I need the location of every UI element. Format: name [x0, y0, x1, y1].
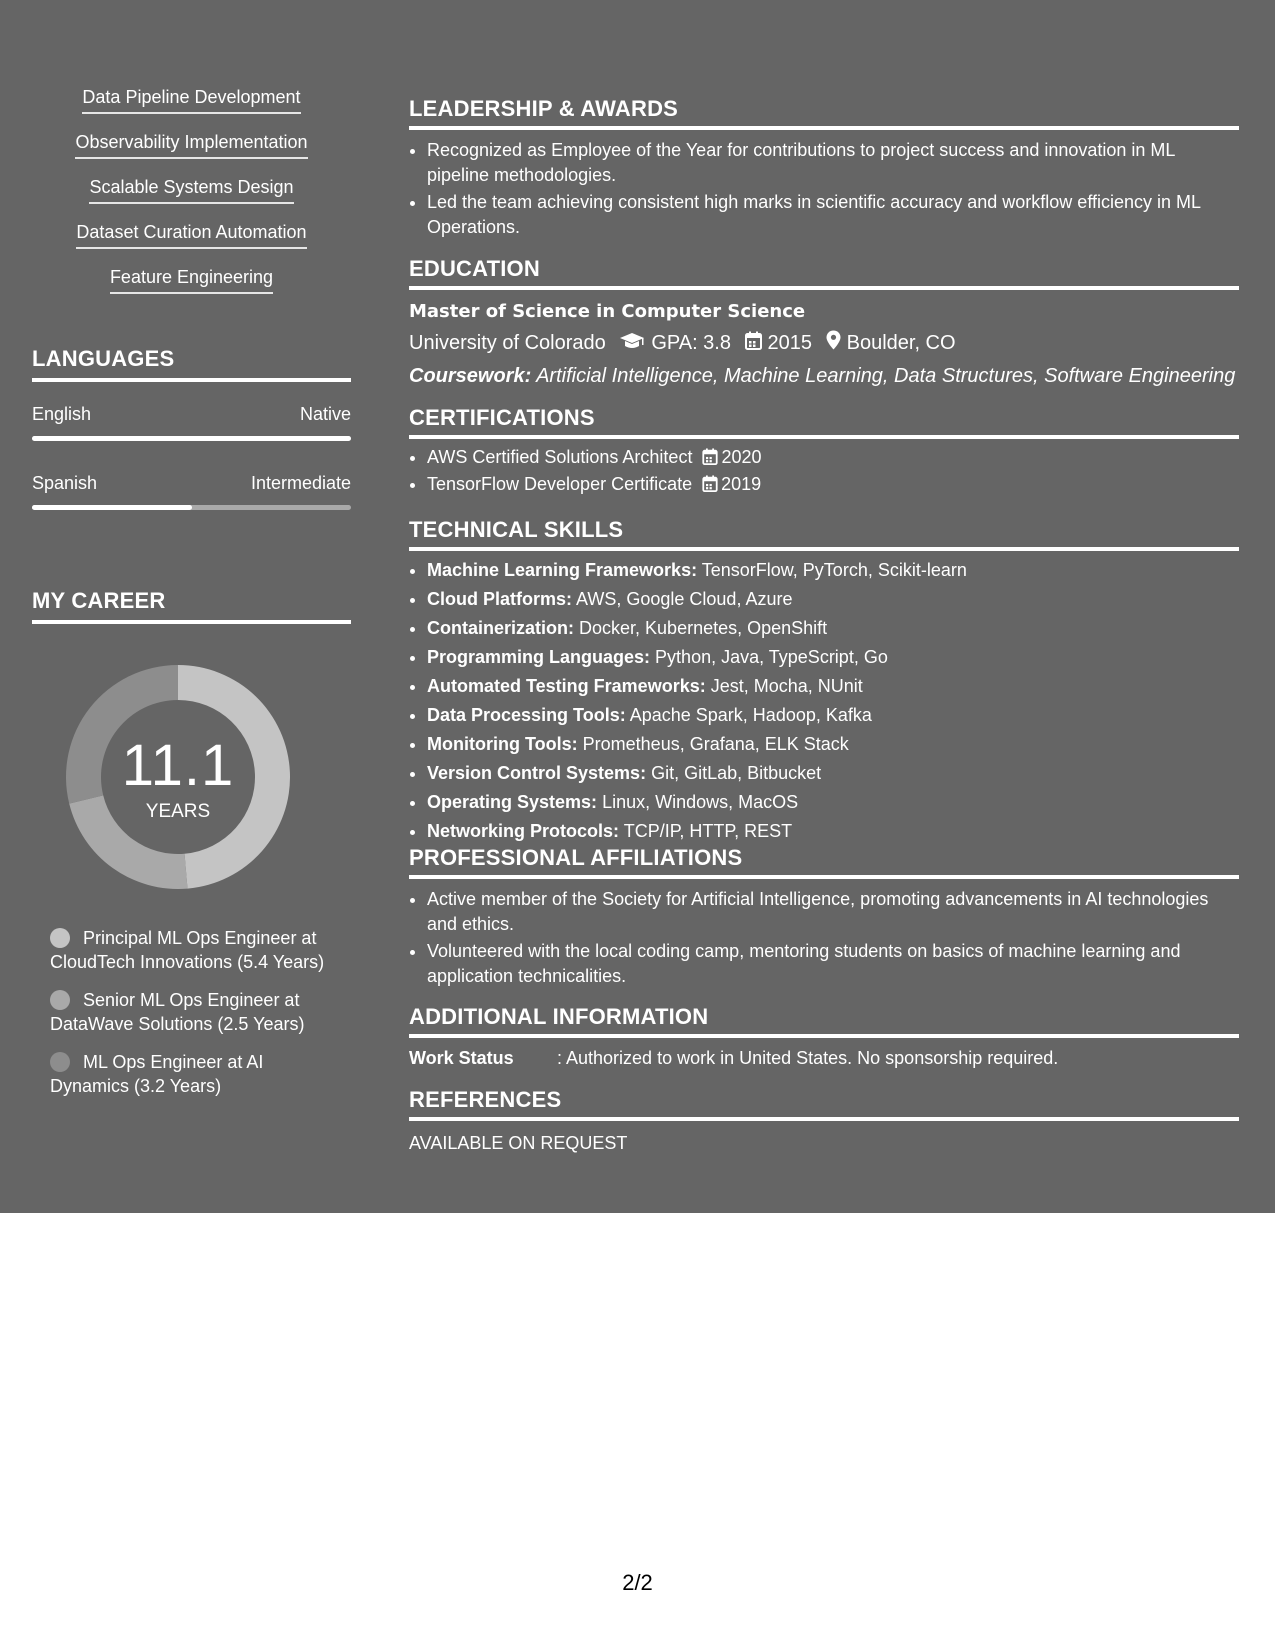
location-pin-icon	[826, 330, 841, 357]
degree-title: Master of Science in Computer Science	[409, 301, 806, 322]
career-item-text: Senior ML Ops Engineer at DataWave Solutions (2.5 Years)	[50, 990, 305, 1034]
certification-name: TensorFlow Developer Certificate	[427, 474, 693, 494]
technical-skill-item	[427, 644, 1239, 671]
certification-name: AWS Certified Solutions Architect	[427, 447, 693, 467]
technical-skill-item	[427, 702, 1239, 729]
career-item	[50, 926, 340, 974]
calendar-icon	[745, 331, 762, 357]
certification-item	[427, 445, 1239, 470]
education-details	[409, 330, 1239, 357]
work-status-label: Work Status	[409, 1048, 514, 1068]
skill-tag: Data Pipeline Development	[82, 86, 300, 114]
language-bar	[32, 436, 351, 441]
technical-skill-label: Machine Learning Frameworks:	[427, 560, 698, 580]
career-item-text: Principal ML Ops Engineer at CloudTech Innovations (5.4 Years)	[50, 928, 325, 972]
skill-tag: Feature Engineering	[110, 266, 273, 294]
certifications-section	[409, 405, 1239, 499]
technical-skill-label: Networking Protocols:	[427, 821, 620, 841]
legend-dot-icon	[50, 1052, 70, 1072]
skills-list	[32, 86, 351, 311]
affiliation-item: • Active member of the Society for Artificial Intelligence, promoting advancements in AI technologies and ethics.	[427, 887, 1239, 937]
references-section	[409, 1087, 1239, 1154]
school-name: University of Colorado	[409, 332, 606, 354]
technical-skill-value: Linux, Windows, MacOS	[602, 792, 799, 812]
language-level: Intermediate	[250, 473, 351, 493]
technical-skill-label: Data Processing Tools:	[427, 705, 626, 725]
languages-heading: LANGUAGES	[32, 346, 351, 382]
career-total-value: 11.1	[121, 733, 235, 798]
coursework-list: Artificial Intelligence, Machine Learning, Data Structures, Software Engineering	[536, 365, 1236, 388]
career-donut-chart	[66, 665, 290, 889]
legend-dot-icon	[50, 990, 70, 1010]
coursework-label: Coursework:	[409, 365, 532, 388]
skill-tag: Observability Implementation	[75, 131, 307, 159]
page-number: 2/2	[622, 1570, 653, 1595]
affiliation-item: • Volunteered with the local coding camp, mentoring students on basics of machine learning and application technicalities.	[427, 939, 1239, 989]
affiliations-section	[409, 845, 1239, 991]
additional-info-heading: ADDITIONAL INFORMATION	[409, 1004, 1239, 1038]
career-total	[66, 665, 290, 889]
technical-skill-label: Automated Testing Frameworks:	[427, 676, 706, 696]
language-bar-fill	[32, 436, 351, 441]
references-text: AVAILABLE ON REQUEST	[409, 1133, 628, 1153]
certifications-heading: CERTIFICATIONS	[409, 405, 1239, 439]
certification-year: 2019	[721, 474, 762, 494]
skill-tag: Dataset Curation Automation	[76, 221, 306, 249]
technical-skill-label: Containerization:	[427, 618, 574, 638]
leadership-item: • Led the team achieving consistent high marks in scientific accuracy and workflow efficiency in ML Operations.	[427, 190, 1239, 240]
language-name: Spanish	[32, 473, 98, 493]
leadership-item: • Recognized as Employee of the Year for contributions to project success and innovation in ML pipeline methodologies.	[427, 138, 1239, 188]
education-heading: EDUCATION	[409, 256, 1239, 290]
education-section	[409, 256, 1239, 389]
leadership-heading: LEADERSHIP & AWARDS	[409, 96, 1239, 130]
technical-skill-value: TCP/IP, HTTP, REST	[623, 821, 793, 841]
technical-skill-value: Prometheus, Grafana, ELK Stack	[582, 734, 849, 754]
career-legend	[50, 926, 340, 1112]
technical-skill-item	[427, 818, 1239, 845]
technical-skill-label: Cloud Platforms:	[427, 589, 573, 609]
technical-skill-item	[427, 760, 1239, 787]
technical-skill-item	[427, 731, 1239, 758]
technical-skill-value: Python, Java, TypeScript, Go	[655, 647, 888, 667]
technical-skills-heading: TECHNICAL SKILLS	[409, 517, 1239, 551]
technical-skill-label: Programming Languages:	[427, 647, 651, 667]
graduation-year: 2015	[767, 332, 813, 354]
certification-item	[427, 472, 1239, 497]
technical-skill-value: Docker, Kubernetes, OpenShift	[579, 618, 828, 638]
calendar-icon	[702, 475, 718, 492]
calendar-icon	[702, 448, 718, 465]
technical-skill-value: TensorFlow, PyTorch, Scikit-learn	[701, 560, 967, 580]
coursework	[409, 363, 1239, 389]
technical-skills-section	[409, 517, 1239, 847]
technical-skill-value: Jest, Mocha, NUnit	[710, 676, 863, 696]
language-name: English	[32, 404, 92, 424]
technical-skill-value: Git, GitLab, Bitbucket	[651, 763, 822, 783]
legend-dot-icon	[50, 928, 70, 948]
technical-skill-item	[427, 586, 1239, 613]
technical-skill-item	[427, 673, 1239, 700]
language-bar	[32, 505, 351, 510]
technical-skill-item	[427, 789, 1239, 816]
technical-skill-label: Operating Systems:	[427, 792, 598, 812]
technical-skill-label: Version Control Systems:	[427, 763, 647, 783]
technical-skill-value: Apache Spark, Hadoop, Kafka	[629, 705, 872, 725]
career-heading: MY CAREER	[32, 588, 351, 624]
affiliations-heading: PROFESSIONAL AFFILIATIONS	[409, 845, 1239, 879]
technical-skill-item	[427, 557, 1239, 584]
career-item	[50, 988, 340, 1036]
technical-skill-item	[427, 615, 1239, 642]
language-level: Native	[299, 404, 351, 424]
school-location: Boulder, CO	[846, 332, 956, 354]
gpa: GPA: 3.8	[651, 332, 731, 354]
technical-skill-label: Monitoring Tools:	[427, 734, 578, 754]
additional-info-section	[409, 1004, 1239, 1069]
technical-skill-value: AWS, Google Cloud, Azure	[576, 589, 793, 609]
language-bar-fill	[32, 505, 192, 510]
work-status-row	[409, 1048, 1239, 1069]
career-item-text: ML Ops Engineer at AI Dynamics (3.2 Years)	[50, 1052, 264, 1096]
references-heading: REFERENCES	[409, 1087, 1239, 1121]
skill-tag: Scalable Systems Design	[89, 176, 293, 204]
work-status-value: : Authorized to work in United States. No sponsorship required.	[557, 1048, 1059, 1068]
career-item	[50, 1050, 340, 1098]
graduation-cap-icon	[619, 331, 645, 357]
certification-year: 2020	[721, 447, 762, 467]
leadership-section	[409, 96, 1239, 242]
career-total-unit: YEARS	[145, 801, 211, 822]
